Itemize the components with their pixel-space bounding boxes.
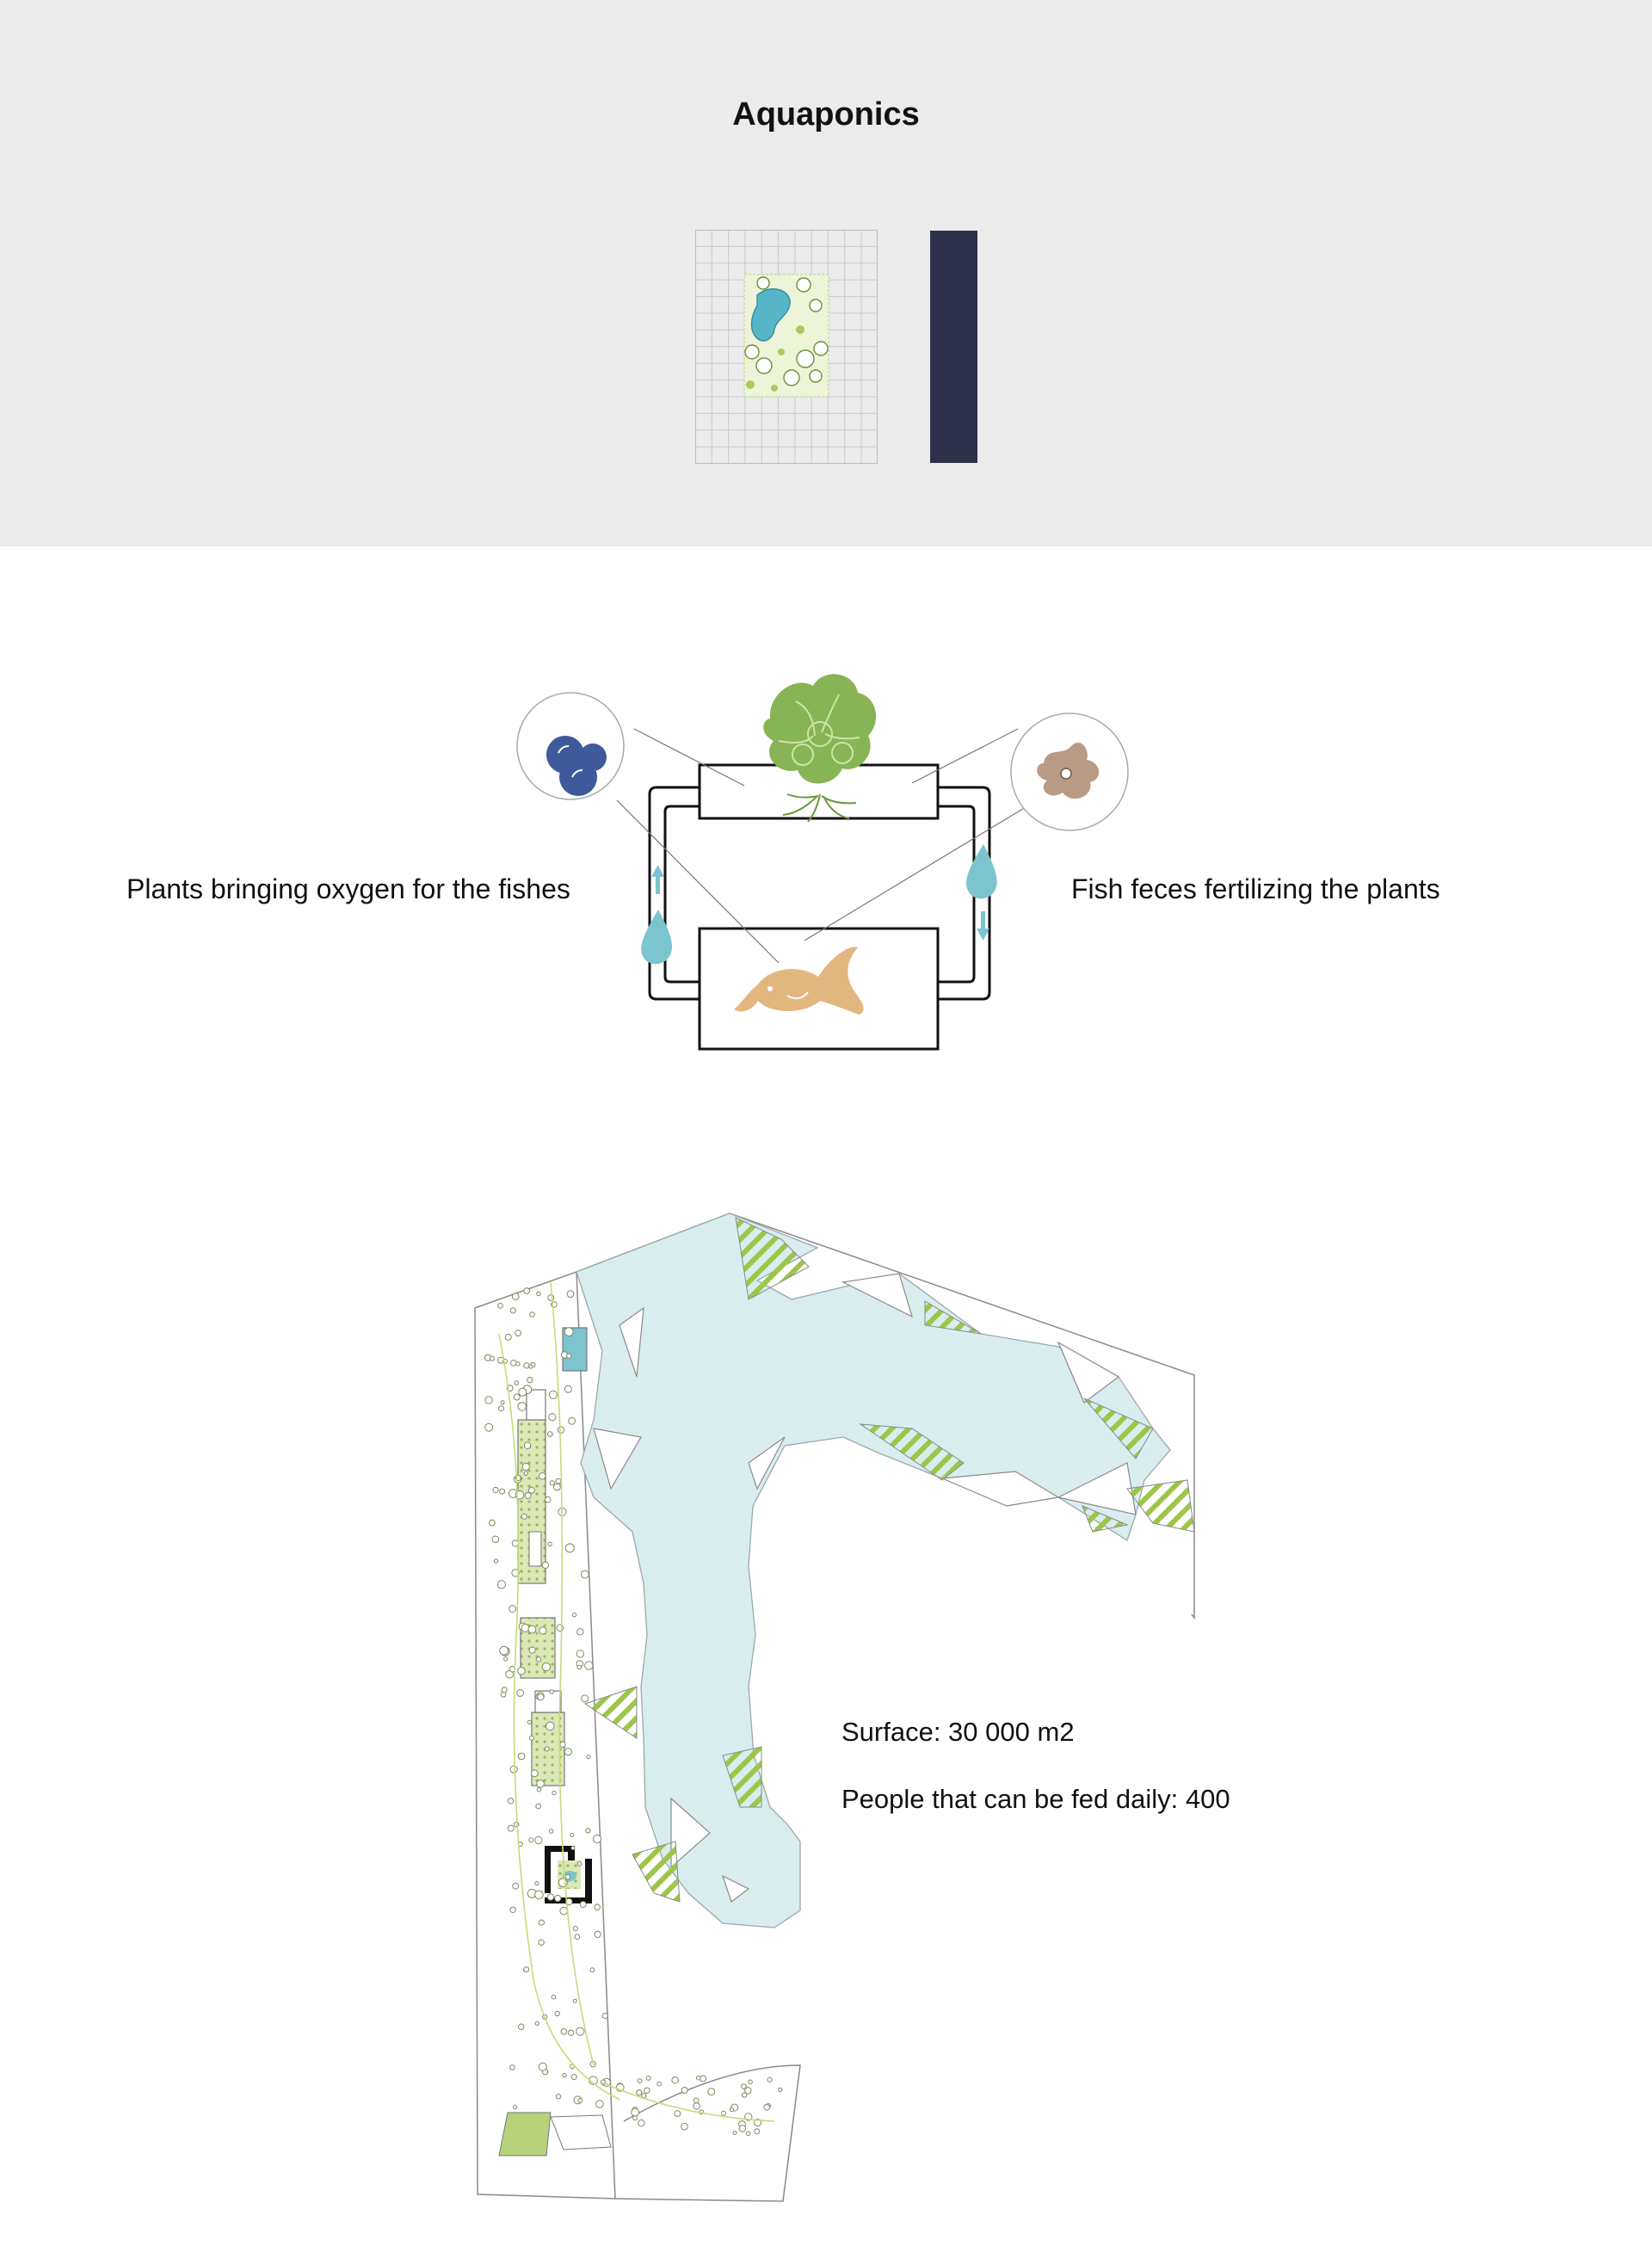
fertilizer-caption: Fish feces fertilizing the plants — [1071, 873, 1440, 904]
site-plan-map — [465, 1205, 1205, 2207]
water-drop-icon — [641, 910, 672, 964]
dark-column-bar — [930, 231, 977, 463]
water-channel — [576, 1213, 1170, 1928]
people-fed-stat: People that can be fed daily: 400 — [841, 1784, 1230, 1814]
garden-plot — [744, 275, 829, 397]
arrow-up-icon — [651, 865, 664, 894]
oxygen-bubbles-icon — [517, 693, 624, 799]
fish-feces-icon — [1011, 713, 1128, 830]
arrow-down-icon — [977, 911, 989, 941]
oxygen-caption: Plants bringing oxygen for the fishes — [126, 873, 570, 904]
water-drop-icon — [966, 844, 997, 898]
aquaponics-cycle-diagram — [512, 667, 1140, 1063]
aquaponics-plot-grid — [695, 230, 878, 464]
page-title: Aquaponics — [732, 96, 920, 133]
surface-stat: Surface: 30 000 m2 — [841, 1717, 1075, 1747]
